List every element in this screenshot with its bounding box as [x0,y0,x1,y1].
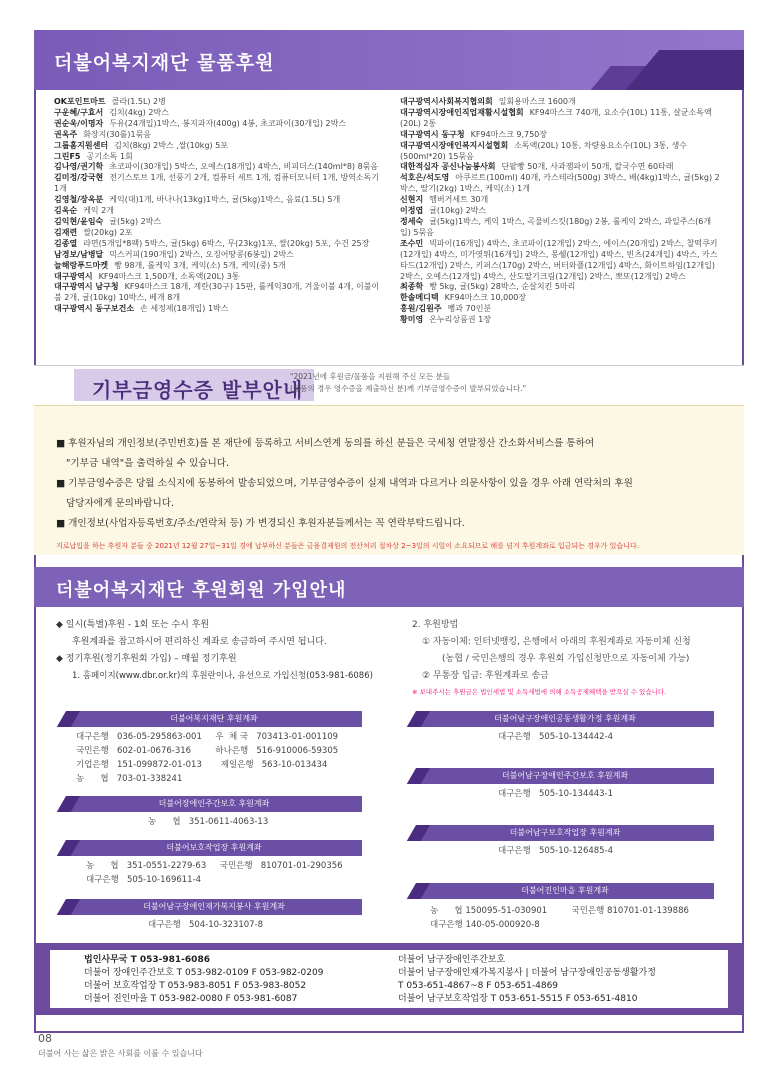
donor-row [54,304,384,315]
receipt-note-line: (물품의 경우 영수증을 제출하신 분)께 기부금영수증이 발부되었습니다." [290,384,527,393]
donor-row [54,206,384,217]
join-line: ② 무통장 입금: 후원계좌로 송금 [422,671,549,681]
join-right [412,617,722,699]
donor-items: KF94마스크 18개, 계란(30구) 15판, 롤케익30개, 겨울이불 4개, 이불이불 2개, 귤(10kg) 10박스, 베개 8개 [54,282,380,303]
donor-row [400,315,720,326]
donor-row [54,195,384,206]
receipt-note [290,371,630,395]
donor-name: 대구광역시 남구청 [54,282,119,292]
donor-row [54,173,384,195]
donor-items: 라면(5개입*8팩) 5박스, 귤(5kg) 6박스, 무(23kg)1포, 쌀(20kg) 5포, 수건 25장 [83,238,370,248]
donor-items: 빅파이(16개입) 4박스, 초코파이(12개입) 2박스, 에이스(20개입) 2박스, 찰떡쿠키(12개입) 4박스, 미가엿튀(16개입) 2박스, 몽쉘(12개입) 4박스, 빈츠(24개입) 4박스, 카스타드(12개입) 2박스, 키퍼스(170g) 2박스, 버터와플(12개입) 4박스, 화이트하임(12개입) 2박스, 오예스(12개입) 4박스, 산도딸기크림(12개입) 2박스, 뽀또(12개입) 2박스 [400,238,718,281]
donor-row [400,239,720,283]
donor-name: 석호은/석도영 [400,173,450,183]
donor-name: 최종학 [400,282,424,292]
donor-name: 대구광역시사회복지협의회 [400,97,493,106]
page-number: 08 [38,1032,52,1045]
join-line: ◆ 정기후원(정기후원회 가입) – 매월 정기후원 [56,654,237,664]
donor-name: 김옥순 [54,206,78,216]
donor-items: 단팥빵 50개, 사과잼파이 50개, 칼국수면 60타래 [501,162,674,172]
contact-line: 더불어 남구장애인주간보호 [398,955,506,965]
donor-name: 대한적십자 공신나눔봉사회 [400,162,496,172]
donor-items: 공기소독 1회 [86,151,133,161]
donor-name: 김나영/권기학 [54,162,104,172]
donor-row [54,261,384,272]
donor-name: 권순욱/이명자 [54,118,104,128]
donor-row [400,293,720,304]
donor-name: 대구광역시 동구청 [400,129,465,139]
contact-line: 더불어 보호작업장 T 053-983-8051 F 053-983-8052 [84,981,307,991]
info-para: ■ 후원자님의 개인정보(주민번호)를 본 재단에 등록하고 서비스연계 동의를 하신 분들은 국세청 연말정산 간소화서비스를 통하여 [56,438,595,449]
donor-name: 그룹홈지원센터 [54,140,109,150]
donor-name: 김영철/장옥분 [54,195,104,205]
donor-items: 초코파이(30개입) 5박스, 오예스(18개입) 4박스, 비피더스(140ml*8) 8묶음 [109,162,379,172]
donor-items: 온누리상품권 1장 [429,315,491,325]
donor-items: 귤(5kg) 2박스 [109,216,162,226]
account-list: 농 협 150095-51-030901 국민은행 810701-01-139886 대구은행 140-05-000920-8 [430,906,689,930]
donor-name: 황미영 [400,315,424,325]
donor-items: 손 세정제(18개입) 1박스 [140,304,229,314]
join-note: ※ 보내주시는 후원금은 법인세법 및 소득세법에 의해 소득공제혜택을 받으실 수 있습니다. [412,688,667,696]
donor-row [54,272,384,283]
donor-items: KF94마스크 10,000장 [444,293,527,303]
footer-col-right [398,954,728,1006]
account-title: 더불어남구장애인공동생활가정 후원계좌 [416,711,714,727]
join-line: ① 자동이체: 인터넷뱅킹, 은행에서 아래의 후원계좌로 자동이체 신청 [422,637,691,647]
donor-name: OK포인트마트 [54,97,106,106]
donor-row [400,195,720,206]
donor-row [400,173,720,195]
slogan: 더불어 사는 삶은 밝은 사회를 이룰 수 있습니다 [38,1049,203,1058]
donor-row [400,304,720,315]
donor-items: 케익 2개 [83,206,115,216]
donor-row [400,141,720,163]
account-title: 더불어진인마을 후원계좌 [416,883,714,899]
account-list: 대구은행 505-10-134443-1 [498,789,614,799]
donor-items: 아쿠르트(100ml) 40개, 카스테라(500g) 3박스, 배(4kg)1박스, 귤(5kg) 2박스, 딸기(2kg) 1박스, 케익(소) 1개 [400,173,720,194]
account-list: 대구은행 505-10-126485-4 [498,846,614,856]
info-para: "기부금 내역"을 출력하실 수 있습니다. [66,458,230,469]
donor-row [400,130,720,141]
account-title: 더불어복지재단 후원계좌 [66,711,362,727]
donor-row [400,162,720,173]
contact-line: 더불어 진인마을 T 053-982-0080 F 053-981-6087 [84,994,298,1004]
receipt-info-box [34,405,744,555]
contact-line: 더불어 남구보호작업장 T 053-651-5515 F 053-651-4810 [398,994,638,1004]
contact-line: 더불어 장애인주간보호 T 053-982-0109 F 053-982-0209 [84,968,324,978]
donor-items: 빵 98개, 롤케익 3개, 케익(소) 5개, 케익(중) 5개 [114,260,286,270]
receipt-band [34,365,744,405]
donor-items: 일회용마스크 1600개 [498,97,576,106]
donor-items: 믹스커피(190개입) 2박스, 오징어땅콩(6봉입) 2박스 [109,249,294,259]
donor-row [54,162,384,173]
donor-row [54,282,384,304]
donor-list-right [400,97,720,326]
donor-row [54,152,384,163]
donor-items: 전기스토브 1개, 선풍기 2개, 컴퓨터 세트 1개, 컴퓨터모니터 1개, 방역소독기 1개 [54,173,380,194]
account-list: 농 협 351-0611-4063-13 [148,817,269,827]
info-warning: 지로납입을 하는 후원자 분들 중 2021년 12월 27일~31일 경에 납부하신 분들은 금융결제원의 전산처리 절차상 2~3일의 시일이 소요되므로 해를 넘겨 후원계좌로 입금되는 경우가 있습니다. [56,542,639,550]
donor-name: 홍원/김원주 [400,304,442,314]
donor-row [54,108,384,119]
footer-inner [50,950,728,1008]
info-para: ■ 기부금영수증은 당월 소식지에 동봉하여 발송되었으며, 기부금영수증이 실제 내역과 다르거나 의문사항이 있을 경우 아래 연락처의 후원 [56,478,633,489]
donor-row [400,282,720,293]
donor-name: 김재련 [54,227,78,237]
join-line: ◆ 일시(특별)후원 - 1회 또는 수시 후원 [56,620,210,630]
donor-name: 구운혜/구효서 [54,107,104,117]
donor-row [400,217,720,239]
donor-items: 햄버거세트 30개 [429,195,489,205]
donor-row [54,141,384,152]
footer-contacts [34,943,744,1015]
donor-row [400,108,720,130]
account-title: 더불어장애인주간보호 후원계좌 [66,796,362,812]
donor-row [54,228,384,239]
join-band [34,567,744,607]
contact-line: 더불어 남구장애인재가복지봉사 | 더불어 남구장애인공동생활가정 [398,968,656,978]
donor-row [54,217,384,228]
donor-name: 남경보/남병달 [54,249,104,259]
footer-col-left [84,954,384,1006]
donor-row [400,206,720,217]
donor-items: KF94마스크 9,750장 [470,129,547,139]
account-list: 대구은행 505-10-134442-4 [498,732,614,742]
donor-row [400,97,720,108]
donor-items: 콜라(1.5L) 2병 [111,97,166,106]
donor-items: 두유(24개입)1박스, 봉지과자(400g) 4봉, 초코파이(30개입) 2박스 [109,118,347,128]
receipt-note-line: "2021년에 후원금/물품을 지원해 주신 모든 분들 [290,372,451,381]
account-title: 더불어남구보호작업장 후원계좌 [416,825,714,841]
donor-items: KF94마스크 1,500개, 소독액(20L) 3통 [98,271,240,281]
donor-name: 대구광역시 [54,271,93,281]
donor-list-left [54,97,384,315]
account-list: 대구은행 504-10-323107-8 [148,920,264,930]
donor-name: 신현지 [400,195,424,205]
donor-name: 대구광역시 동구보건소 [54,304,135,314]
donor-name: 늘해랑푸드마켓 [54,260,109,270]
join-line: 2. 후원방법 [412,620,459,630]
donor-row [54,239,384,250]
donor-items: 김치(8kg) 2박스 ,쌀(10kg) 5포 [114,140,229,150]
page-title: 더불어복지재단 물품후원 [54,52,275,74]
donor-row [54,250,384,261]
donor-row [54,130,384,141]
donor-items: 케익(대)1개, 바나나(13kg)1박스, 귤(5kg)1박스, 음료(1.5L) 5개 [109,195,341,205]
donor-items: 김치(4kg) 2박스 [109,107,169,117]
donor-row [54,97,384,108]
join-title: 더불어복지재단 후원회원 가입안내 [56,580,347,601]
donor-name: 이정엽 [400,206,424,216]
donor-name: 대구광역시장애인직업재활시설협회 [400,107,524,117]
account-title: 더불어보호작업장 후원계좌 [66,840,362,856]
donor-items: 쌀(20kg) 2포 [83,227,133,237]
contact-line: 법인사무국 T 053-981-6086 [84,955,210,965]
account-list: 농 협 351-0551-2279-63 국민은행 810701-01-290356 대구은행 505-10-169611-4 [86,861,343,885]
contact-line: T 053-651-4867~8 F 053-651-4869 [398,981,559,991]
donor-name: 김익현/윤임숙 [54,216,104,226]
donor-name: 그린F5 [54,151,81,161]
join-left [56,617,396,685]
account-list: 대구은행 036-05-295863-001 우 체 국 703413-01-001109 국민은행 602-01-0676-316 하나은행 516-910006-59305 기업은행 151-099872-01-013 제일은행 563-10-013434 농 협 703-01-338241 [76,732,339,784]
donor-items: 빵 5kg, 귤(5kg) 28박스, 순살치킨 5마리 [429,282,576,292]
join-line: 후원계좌를 참고하시어 편리하신 계좌로 송금하여 주시면 됩니다. [72,637,327,647]
account-title: 더불어남구장애인재가복지봉사 후원계좌 [66,899,362,915]
info-para: 담당자에게 문의바랍니다. [66,498,175,509]
donor-name: 김미정/강국현 [54,173,104,183]
join-line: 1. 홈페이지(www.dbr.or.kr)의 후원란이나, 유선으로 가입신청(053-981-6086) [72,671,373,681]
donor-name: 권옥주 [54,129,78,139]
donor-name: 김종열 [54,238,78,248]
donor-name: 조수민 [400,238,424,248]
donor-items: 귤(10kg) 2박스 [429,206,487,216]
receipt-title: 기부금영수증 발부안내 [92,378,304,402]
donor-name: 대구광역시장애인복지시설협회 [400,140,509,150]
donor-name: 정세숙 [400,216,424,226]
donor-row [54,119,384,130]
info-para: ■ 개인정보(사업자등록번호/주소/연락처 등) 가 변경되신 후원자분들께서는 꼭 연락부탁드립니다. [56,518,465,529]
donor-items: 소독액(20L) 10통, 차량용요소수(10L) 3통, 생수(500ml*20) 15묶음 [400,140,687,161]
donor-items: 뻥과 70인분 [447,304,492,314]
donor-items: 귤(5kg)1박스, 케익 1박스, 곡물비스킷(180g) 2봉, 롤케익 2박스, 과일주스(6개입) 5묶음 [400,216,712,237]
donor-items: KF94마스크 740개, 요소수(10L) 11통, 살균소독액(20L) 2통 [400,107,712,128]
donor-name: 한솔메디텍 [400,293,439,303]
header-band [34,30,744,90]
account-title: 더불어남구장애인주간보호 후원계좌 [416,768,714,784]
donor-items: 화장지(30롤)1묶음 [83,129,152,139]
join-line: (농협 / 국민은행의 경우 후원회 가입신청만으로 자동이체 가능) [442,654,690,664]
